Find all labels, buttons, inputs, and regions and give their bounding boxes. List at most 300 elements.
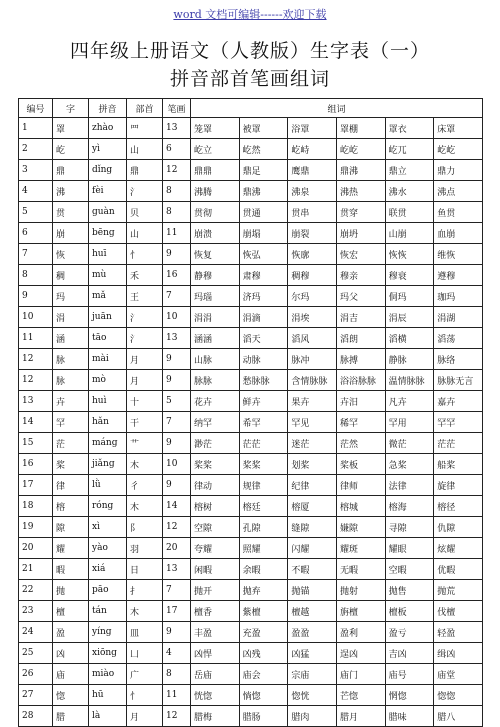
cell-word: 渺茫 <box>191 433 240 454</box>
cell-radical: 广 <box>127 664 163 685</box>
cell-word: 静穆 <box>191 265 240 286</box>
cell-word: 照耀 <box>239 538 288 559</box>
cell-word: 惚恍 <box>288 685 337 706</box>
cell-word: 庙会 <box>239 664 288 685</box>
cell-word: 希罕 <box>239 412 288 433</box>
cell-char: 暇 <box>53 559 89 580</box>
cell-radical: 氵 <box>127 181 163 202</box>
table-row <box>19 475 483 496</box>
cell-strokes: 13 <box>163 559 191 580</box>
cell-word: 充盈 <box>239 622 288 643</box>
cell-pinyin: guàn <box>89 202 127 223</box>
cell-word: 涓辰 <box>385 307 434 328</box>
cell-no: 26 <box>19 664 53 685</box>
table-row <box>19 580 483 601</box>
cell-word: 崩溃 <box>191 223 240 244</box>
cell-word: 凶残 <box>239 643 288 664</box>
cell-word: 榕树 <box>191 496 240 517</box>
cell-no: 2 <box>19 139 53 160</box>
cell-pinyin: hǎn <box>89 412 127 433</box>
cell-word: 动脉 <box>239 349 288 370</box>
cell-word: 逞凶 <box>336 643 385 664</box>
cell-pinyin: mù <box>89 265 127 286</box>
cell-no: 19 <box>19 517 53 538</box>
cell-word: 脉冲 <box>288 349 337 370</box>
cell-word: 榕城 <box>336 496 385 517</box>
cell-radical: 羽 <box>127 538 163 559</box>
table-row <box>19 349 483 370</box>
cell-word: 丰盈 <box>191 622 240 643</box>
header-words: 组词 <box>191 99 483 118</box>
cell-word: 凶悍 <box>191 643 240 664</box>
cell-pinyin: fèi <box>89 181 127 202</box>
cell-char: 茫 <box>53 433 89 454</box>
cell-pinyin: là <box>89 706 127 727</box>
cell-strokes: 10 <box>163 454 191 475</box>
cell-word: 恢复 <box>191 244 240 265</box>
cell-word: 茫然 <box>336 433 385 454</box>
cell-char: 鼎 <box>53 160 89 181</box>
cell-char: 罩 <box>53 118 89 139</box>
cell-strokes: 7 <box>163 580 191 601</box>
top-note: word 文档可编辑------欢迎下载 <box>173 8 327 21</box>
cell-no: 21 <box>19 559 53 580</box>
cell-word: 寻隙 <box>385 517 434 538</box>
cell-radical: 皿 <box>127 622 163 643</box>
cell-word: 鼎鼎 <box>191 160 240 181</box>
page-title: 四年级上册语文（人教版）生字表（一） <box>69 40 430 62</box>
table-row <box>19 223 483 244</box>
cell-strokes: 13 <box>163 328 191 349</box>
cell-radical: 忄 <box>127 244 163 265</box>
cell-strokes: 13 <box>163 118 191 139</box>
cell-word: 屹屹 <box>434 139 483 160</box>
cell-word: 鼎足 <box>239 160 288 181</box>
cell-radical: 忄 <box>127 685 163 706</box>
cell-word: 庙门 <box>336 664 385 685</box>
cell-char: 稠 <box>53 265 89 286</box>
cell-word: 余暇 <box>239 559 288 580</box>
cell-word: 抛开 <box>191 580 240 601</box>
cell-char: 脉 <box>53 349 89 370</box>
cell-word: 榕廷 <box>239 496 288 517</box>
cell-word: 檀板 <box>385 601 434 622</box>
cell-pinyin: hū <box>89 685 127 706</box>
table-row <box>19 265 483 286</box>
cell-no: 16 <box>19 454 53 475</box>
cell-char: 腊 <box>53 706 89 727</box>
cell-strokes: 8 <box>163 181 191 202</box>
cell-char: 脉 <box>53 370 89 391</box>
cell-pinyin: máng <box>89 433 127 454</box>
cell-pinyin: róng <box>89 496 127 517</box>
cell-char: 恢 <box>53 244 89 265</box>
cell-word: 血崩 <box>434 223 483 244</box>
cell-no: 1 <box>19 118 53 139</box>
cell-radical: 月 <box>127 349 163 370</box>
cell-radical: 日 <box>127 559 163 580</box>
cell-word: 腊肠 <box>239 706 288 727</box>
cell-word: 嘉卉 <box>434 391 483 412</box>
table-row <box>19 286 483 307</box>
cell-word: 联贯 <box>385 202 434 223</box>
table-row <box>19 307 483 328</box>
cell-pinyin: xiá <box>89 559 127 580</box>
cell-char: 檀 <box>53 601 89 622</box>
cell-word: 抛售 <box>385 580 434 601</box>
cell-radical: 月 <box>127 370 163 391</box>
cell-word: 沸腾 <box>191 181 240 202</box>
cell-word: 屹屹 <box>336 139 385 160</box>
cell-word: 屹然 <box>239 139 288 160</box>
cell-pinyin: yì <box>89 139 127 160</box>
cell-pinyin: tāo <box>89 328 127 349</box>
cell-radical: 氵 <box>127 328 163 349</box>
cell-word: 庙号 <box>385 664 434 685</box>
cell-word: 罕罕 <box>434 412 483 433</box>
cell-char: 屹 <box>53 139 89 160</box>
table-row <box>19 643 483 664</box>
cell-pinyin: mǎ <box>89 286 127 307</box>
cell-word: 桨桨 <box>191 454 240 475</box>
vocab-table <box>18 98 483 727</box>
cell-char: 抛 <box>53 580 89 601</box>
cell-word: 腊肉 <box>288 706 337 727</box>
cell-word: 鼎沸 <box>239 181 288 202</box>
cell-no: 25 <box>19 643 53 664</box>
cell-pinyin: dǐng <box>89 160 127 181</box>
cell-word: 纳罕 <box>191 412 240 433</box>
table-row <box>19 706 483 727</box>
cell-word: 腊八 <box>434 706 483 727</box>
cell-word: 盈利 <box>336 622 385 643</box>
table-row <box>19 202 483 223</box>
cell-word: 孔隙 <box>239 517 288 538</box>
cell-radical: 彳 <box>127 475 163 496</box>
cell-strokes: 12 <box>163 706 191 727</box>
header-radical: 部首 <box>127 99 163 118</box>
cell-word: 伐檀 <box>434 601 483 622</box>
cell-strokes: 8 <box>163 202 191 223</box>
cell-word: 滔朗 <box>336 328 385 349</box>
cell-word: 迷茫 <box>288 433 337 454</box>
cell-word: 被罩 <box>239 118 288 139</box>
cell-word: 划桨 <box>288 454 337 475</box>
cell-word: 律动 <box>191 475 240 496</box>
cell-strokes: 9 <box>163 475 191 496</box>
cell-word: 罩棚 <box>336 118 385 139</box>
cell-word: 旋律 <box>434 475 483 496</box>
cell-word: 罕用 <box>385 412 434 433</box>
cell-word: 抛射 <box>336 580 385 601</box>
cell-no: 9 <box>19 286 53 307</box>
cell-pinyin: juān <box>89 307 127 328</box>
cell-word: 涓吉 <box>336 307 385 328</box>
cell-word: 崩塌 <box>239 223 288 244</box>
cell-radical: 罒 <box>127 118 163 139</box>
cell-pinyin: huī <box>89 244 127 265</box>
cell-word: 脉脉无言 <box>434 370 483 391</box>
cell-word: 空暇 <box>385 559 434 580</box>
cell-radical: 木 <box>127 454 163 475</box>
table-row <box>19 601 483 622</box>
cell-word: 微茫 <box>385 433 434 454</box>
cell-word: 贯穿 <box>336 202 385 223</box>
cell-word: 肃穆 <box>239 265 288 286</box>
cell-word: 笼罩 <box>191 118 240 139</box>
cell-word: 仇隙 <box>434 517 483 538</box>
page-subtitle: 拼音部首笔画组词 <box>169 68 330 90</box>
cell-strokes: 8 <box>163 664 191 685</box>
cell-pinyin: jiǎng <box>89 454 127 475</box>
cell-word: 缝隙 <box>288 517 337 538</box>
cell-no: 27 <box>19 685 53 706</box>
cell-pinyin: huì <box>89 391 127 412</box>
cell-word: 玛父 <box>336 286 385 307</box>
cell-word: 贯串 <box>288 202 337 223</box>
cell-word: 抛锚 <box>288 580 337 601</box>
cell-char: 律 <box>53 475 89 496</box>
cell-strokes: 9 <box>163 622 191 643</box>
table-row <box>19 370 483 391</box>
cell-strokes: 11 <box>163 685 191 706</box>
cell-word: 吉凶 <box>385 643 434 664</box>
cell-word: 檀香 <box>191 601 240 622</box>
cell-word: 檀越 <box>288 601 337 622</box>
cell-radical: 木 <box>127 601 163 622</box>
cell-word: 侗玛 <box>385 286 434 307</box>
cell-word: 涓滴 <box>239 307 288 328</box>
table-row <box>19 517 483 538</box>
cell-char: 卉 <box>53 391 89 412</box>
cell-word: 岳庙 <box>191 664 240 685</box>
cell-pinyin: lǜ <box>89 475 127 496</box>
cell-word: 紫檀 <box>239 601 288 622</box>
cell-radical: 王 <box>127 286 163 307</box>
cell-word: 维恢 <box>434 244 483 265</box>
cell-radical: 干 <box>127 412 163 433</box>
cell-pinyin: mò <box>89 370 127 391</box>
cell-pinyin: bēng <box>89 223 127 244</box>
cell-radical: 山 <box>127 139 163 160</box>
cell-strokes: 11 <box>163 223 191 244</box>
cell-char: 罕 <box>53 412 89 433</box>
cell-word: 腊味 <box>385 706 434 727</box>
cell-word: 花卉 <box>191 391 240 412</box>
cell-word: 轻盈 <box>434 622 483 643</box>
cell-word: 闲暇 <box>191 559 240 580</box>
cell-no: 5 <box>19 202 53 223</box>
cell-no: 12 <box>19 349 53 370</box>
cell-word: 宗庙 <box>288 664 337 685</box>
cell-word: 沸泉 <box>288 181 337 202</box>
cell-word: 不暇 <box>288 559 337 580</box>
cell-word: 优暇 <box>434 559 483 580</box>
cell-word: 榕海 <box>385 496 434 517</box>
table-row <box>19 433 483 454</box>
cell-strokes: 17 <box>163 601 191 622</box>
cell-word: 惚惚 <box>434 685 483 706</box>
cell-radical: 阝 <box>127 517 163 538</box>
cell-pinyin: zhào <box>89 118 127 139</box>
cell-word: 无暇 <box>336 559 385 580</box>
cell-word: 穆衰 <box>385 265 434 286</box>
cell-char: 贯 <box>53 202 89 223</box>
cell-pinyin: yào <box>89 538 127 559</box>
cell-radical: 凵 <box>127 643 163 664</box>
cell-word: 抛荒 <box>434 580 483 601</box>
cell-char: 惚 <box>53 685 89 706</box>
cell-word: 夸耀 <box>191 538 240 559</box>
cell-no: 17 <box>19 475 53 496</box>
cell-word: 抛弃 <box>239 580 288 601</box>
cell-word: 腊月 <box>336 706 385 727</box>
cell-no: 15 <box>19 433 53 454</box>
table-row <box>19 139 483 160</box>
cell-word: 滔横 <box>385 328 434 349</box>
cell-no: 11 <box>19 328 53 349</box>
cell-no: 23 <box>19 601 53 622</box>
cell-word: 腊梅 <box>191 706 240 727</box>
table-row <box>19 664 483 685</box>
cell-word: 滔风 <box>288 328 337 349</box>
cell-word: 鱼贯 <box>434 202 483 223</box>
cell-radical: 鼎 <box>127 160 163 181</box>
cell-word: 桨桨 <box>239 454 288 475</box>
cell-word: 炫耀 <box>434 538 483 559</box>
cell-word: 济玛 <box>239 286 288 307</box>
cell-word: 浴罩 <box>288 118 337 139</box>
cell-no: 8 <box>19 265 53 286</box>
cell-word: 凡卉 <box>385 391 434 412</box>
cell-pinyin: yíng <box>89 622 127 643</box>
cell-strokes: 6 <box>163 139 191 160</box>
cell-no: 28 <box>19 706 53 727</box>
cell-strokes: 12 <box>163 517 191 538</box>
cell-strokes: 20 <box>163 538 191 559</box>
table-row <box>19 454 483 475</box>
cell-word: 惘惚 <box>385 685 434 706</box>
cell-word: 山脉 <box>191 349 240 370</box>
cell-word: 船桨 <box>434 454 483 475</box>
cell-char: 榕 <box>53 496 89 517</box>
cell-word: 庙堂 <box>434 664 483 685</box>
cell-pinyin: tán <box>89 601 127 622</box>
cell-word: 脉搏 <box>336 349 385 370</box>
cell-word: 愁脉脉 <box>239 370 288 391</box>
cell-strokes: 4 <box>163 643 191 664</box>
cell-word: 鹰鼎 <box>288 160 337 181</box>
cell-word: 脉络 <box>434 349 483 370</box>
cell-no: 10 <box>19 307 53 328</box>
cell-word: 尔玛 <box>288 286 337 307</box>
cell-word: 榕厦 <box>288 496 337 517</box>
table-row <box>19 496 483 517</box>
cell-radical: 木 <box>127 496 163 517</box>
cell-no: 6 <box>19 223 53 244</box>
cell-strokes: 7 <box>163 286 191 307</box>
cell-word: 屹峙 <box>288 139 337 160</box>
cell-strokes: 9 <box>163 370 191 391</box>
cell-strokes: 14 <box>163 496 191 517</box>
cell-word: 涵涵 <box>191 328 240 349</box>
cell-word: 穆亲 <box>336 265 385 286</box>
cell-no: 3 <box>19 160 53 181</box>
cell-word: 滔天 <box>239 328 288 349</box>
cell-word: 空隙 <box>191 517 240 538</box>
table-row <box>19 685 483 706</box>
cell-strokes: 10 <box>163 307 191 328</box>
cell-word: 崩坍 <box>336 223 385 244</box>
cell-radical: 氵 <box>127 307 163 328</box>
table-row <box>19 160 483 181</box>
cell-word: 茫茫 <box>239 433 288 454</box>
cell-char: 玛 <box>53 286 89 307</box>
cell-word: 茫茫 <box>434 433 483 454</box>
cell-word: 贯彻 <box>191 202 240 223</box>
cell-no: 18 <box>19 496 53 517</box>
cell-pinyin: miào <box>89 664 127 685</box>
cell-char: 桨 <box>53 454 89 475</box>
cell-word: 涓湖 <box>434 307 483 328</box>
table-row <box>19 118 483 139</box>
cell-word: 恢弘 <box>239 244 288 265</box>
table-row <box>19 181 483 202</box>
cell-word: 惝惚 <box>239 685 288 706</box>
cell-radical: 禾 <box>127 265 163 286</box>
cell-word: 法律 <box>385 475 434 496</box>
cell-word: 玛瑙 <box>191 286 240 307</box>
header-pinyin: 拼音 <box>89 99 127 118</box>
cell-no: 22 <box>19 580 53 601</box>
cell-word: 恢恢 <box>385 244 434 265</box>
cell-word: 静脉 <box>385 349 434 370</box>
cell-word: 涓涓 <box>191 307 240 328</box>
cell-word: 屹兀 <box>385 139 434 160</box>
cell-word: 规律 <box>239 475 288 496</box>
cell-char: 耀 <box>53 538 89 559</box>
table-row <box>19 622 483 643</box>
cell-word: 稀罕 <box>336 412 385 433</box>
cell-char: 涵 <box>53 328 89 349</box>
cell-word: 屹立 <box>191 139 240 160</box>
cell-strokes: 16 <box>163 265 191 286</box>
cell-word: 耀斑 <box>336 538 385 559</box>
cell-radical: 十 <box>127 391 163 412</box>
cell-word: 沸热 <box>336 181 385 202</box>
cell-word: 盈亏 <box>385 622 434 643</box>
cell-no: 4 <box>19 181 53 202</box>
cell-word: 鼎沸 <box>336 160 385 181</box>
cell-radical: 月 <box>127 706 163 727</box>
cell-word: 沸点 <box>434 181 483 202</box>
cell-pinyin: mài <box>89 349 127 370</box>
cell-char: 崩 <box>53 223 89 244</box>
cell-word: 鼎立 <box>385 160 434 181</box>
cell-word: 闪耀 <box>288 538 337 559</box>
cell-word: 缉凶 <box>434 643 483 664</box>
cell-word: 恢廓 <box>288 244 337 265</box>
table-row <box>19 391 483 412</box>
table-row <box>19 559 483 580</box>
cell-strokes: 9 <box>163 349 191 370</box>
cell-word: 嫌隙 <box>336 517 385 538</box>
cell-word: 鼎力 <box>434 160 483 181</box>
cell-word: 罩衣 <box>385 118 434 139</box>
cell-word: 耀眼 <box>385 538 434 559</box>
cell-pinyin: xiōng <box>89 643 127 664</box>
cell-word: 沸水 <box>385 181 434 202</box>
